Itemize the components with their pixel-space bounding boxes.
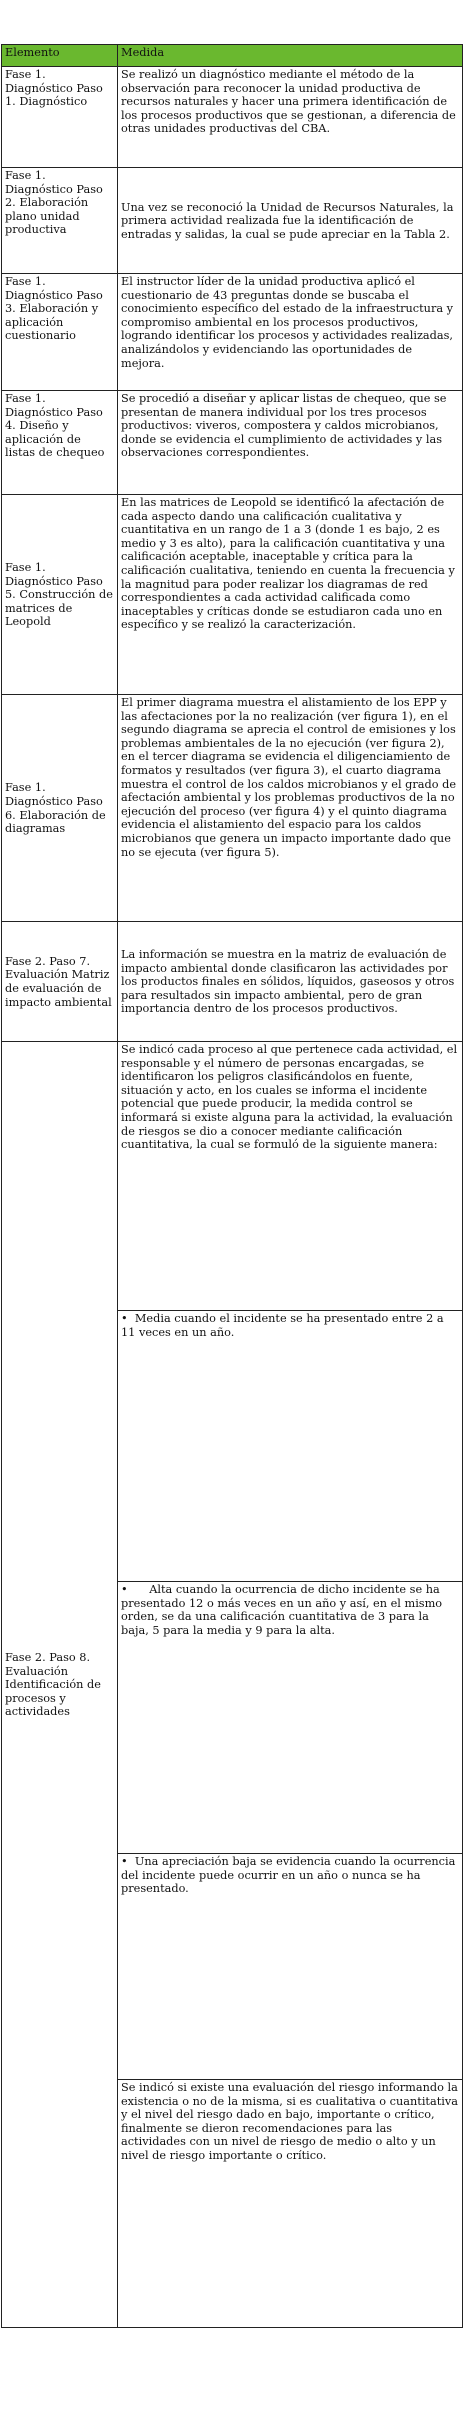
bullet-text: Alta cuando la ocurrencia de dicho incidente se ha presentado 12 o más veces en un año y así, en el mismo orden, se da una calificación cuantitativa de 3 para la baja, 5 para la media y 9 para la alta. — [121, 1583, 443, 1637]
measure-cell — [118, 1582, 463, 1854]
measure-cell: La información se muestra en la matriz de evaluación de impacto ambiental donde clasificaron las actividades por los productos finales en sólidos, líquidos, gaseosos y otros para resultados sin impacto ambiental, pero de gran importancia dentro de los procesos productivos. — [118, 922, 463, 1042]
element-cell: Fase 1. Diagnóstico Paso 5. Construcción de matrices de Leopold — [2, 495, 118, 695]
measure-cell: En las matrices de Leopold se identificó la afectación de cada aspecto dando una calificación cualitativa y cuantitativa en un rango de 1 a 3 (donde 1 es bajo, 2 es medio y 3 es alto), para la calificación cuantitativa y una calificación aceptable, inaceptable y crítica para la calificación cualitativa, teniendo en cuenta la frecuencia y la magnitud para poder realizar los diagramas de red correspondientes a cada actividad calificada como inaceptables y críticas donde se estudiaron cada uno en específico y se realizó la caracterización. — [118, 495, 463, 695]
element-cell: Fase 1. Diagnóstico Paso 1. Diagnóstico — [2, 67, 118, 168]
table-row — [2, 695, 463, 922]
table-row — [2, 495, 463, 695]
element-cell: Fase 2. Paso 8. Evaluación Identificación de procesos y actividades — [2, 1042, 118, 2328]
measure-cell — [118, 1854, 463, 2080]
table-row — [2, 922, 463, 1042]
table-row — [2, 391, 463, 495]
table-row — [2, 1042, 463, 1311]
element-cell: Fase 1. Diagnóstico Paso 2. Elaboración plano unidad productiva — [2, 168, 118, 274]
header-medida: Medida — [118, 45, 463, 67]
measure-cell: Se indicó si existe una evaluación del riesgo informando la existencia o no de la misma, si es cualitativa o cuantitativa y el nivel del riesgo dado en bajo, importante o crítico, finalmente se dieron recomendaciones para las actividades con un nivel de riesgo de medio o alto y un nivel de riesgo importante o crítico. — [118, 2080, 463, 2328]
element-cell: Fase 1. Diagnóstico Paso 6. Elaboración de diagramas — [2, 695, 118, 922]
bullet-text: Una apreciación baja se evidencia cuando la ocurrencia del incidente puede ocurrir en un año o nunca se ha presentado. — [121, 1855, 456, 1896]
table-row — [2, 67, 463, 168]
measure-cell: El instructor líder de la unidad productiva aplicó el cuestionario de 43 preguntas donde se buscaba el conocimiento específico del estado de la infraestructura y compromiso ambiental en los procesos productivos, logrando identificar los procesos y actividades realizadas, analizándolos y evidenciando las oportunidades de mejora. — [118, 274, 463, 391]
bullet-icon: • — [121, 1583, 128, 1596]
element-cell: Fase 1. Diagnóstico Paso 4. Diseño y aplicación de listas de chequeo — [2, 391, 118, 495]
measure-cell: El primer diagrama muestra el alistamiento de los EPP y las afectaciones por la no realización (ver figura 1), en el segundo diagrama se aprecia el control de emisiones y los problemas ambientales de la no ejecución (ver figura 2), en el tercer diagrama se evidencia el diligenciamiento de formatos y resultados (ver figura 3), el cuarto diagrama muestra el control de los caldos microbianos y el grado de afectación ambiental y los problemas productivos de la no ejecución del proceso (ver figura 4) y el quinto diagrama evidencia el alistamiento del espacio para los caldos microbianos que genera un impacto importante dado que no se ejecuta (ver figura 5). — [118, 695, 463, 922]
element-cell: Fase 1. Diagnóstico Paso 3. Elaboración y aplicación cuestionario — [2, 274, 118, 391]
measure-cell — [118, 1311, 463, 1582]
header-elemento: Elemento — [2, 45, 118, 67]
table-header-row — [2, 45, 463, 67]
measure-cell: Se indicó cada proceso al que pertenece cada actividad, el responsable y el número de personas encargadas, se identificaron los peligros clasificándolos en fuente, situación y acto, en los cuales se informa el incidente potencial que puede producir, la medida control se informará si existe alguna para la actividad, la evaluación de riesgos se dio a conocer mediante calificación cuantitativa, la cual se formuló de la siguiente manera: — [118, 1042, 463, 1311]
table-row — [2, 168, 463, 274]
measures-table — [1, 44, 463, 2328]
bullet-text: Media cuando el incidente se ha presentado entre 2 a 11 veces en un año. — [121, 1312, 444, 1339]
bullet-icon: • — [121, 1312, 128, 1325]
measure-cell: Se realizó un diagnóstico mediante el método de la observación para reconocer la unidad productiva de recursos naturales y hacer una primera identificación de los procesos productivos que se gestionan, a diferencia de otras unidades productivas del CBA. — [118, 67, 463, 168]
measure-cell: Se procedió a diseñar y aplicar listas de chequeo, que se presentan de manera individual por los tres procesos productivos: viveros, compostera y caldos microbianos, donde se evidencia el cumplimiento de actividades y las observaciones correspondientes. — [118, 391, 463, 495]
bullet-icon: • — [121, 1855, 128, 1868]
table-row — [2, 274, 463, 391]
measure-cell: Una vez se reconoció la Unidad de Recursos Naturales, la primera actividad realizada fue la identificación de entradas y salidas, la cual se pude apreciar en la Tabla 2. — [118, 168, 463, 274]
element-cell: Fase 2. Paso 7. Evaluación Matriz de evaluación de impacto ambiental — [2, 922, 118, 1042]
